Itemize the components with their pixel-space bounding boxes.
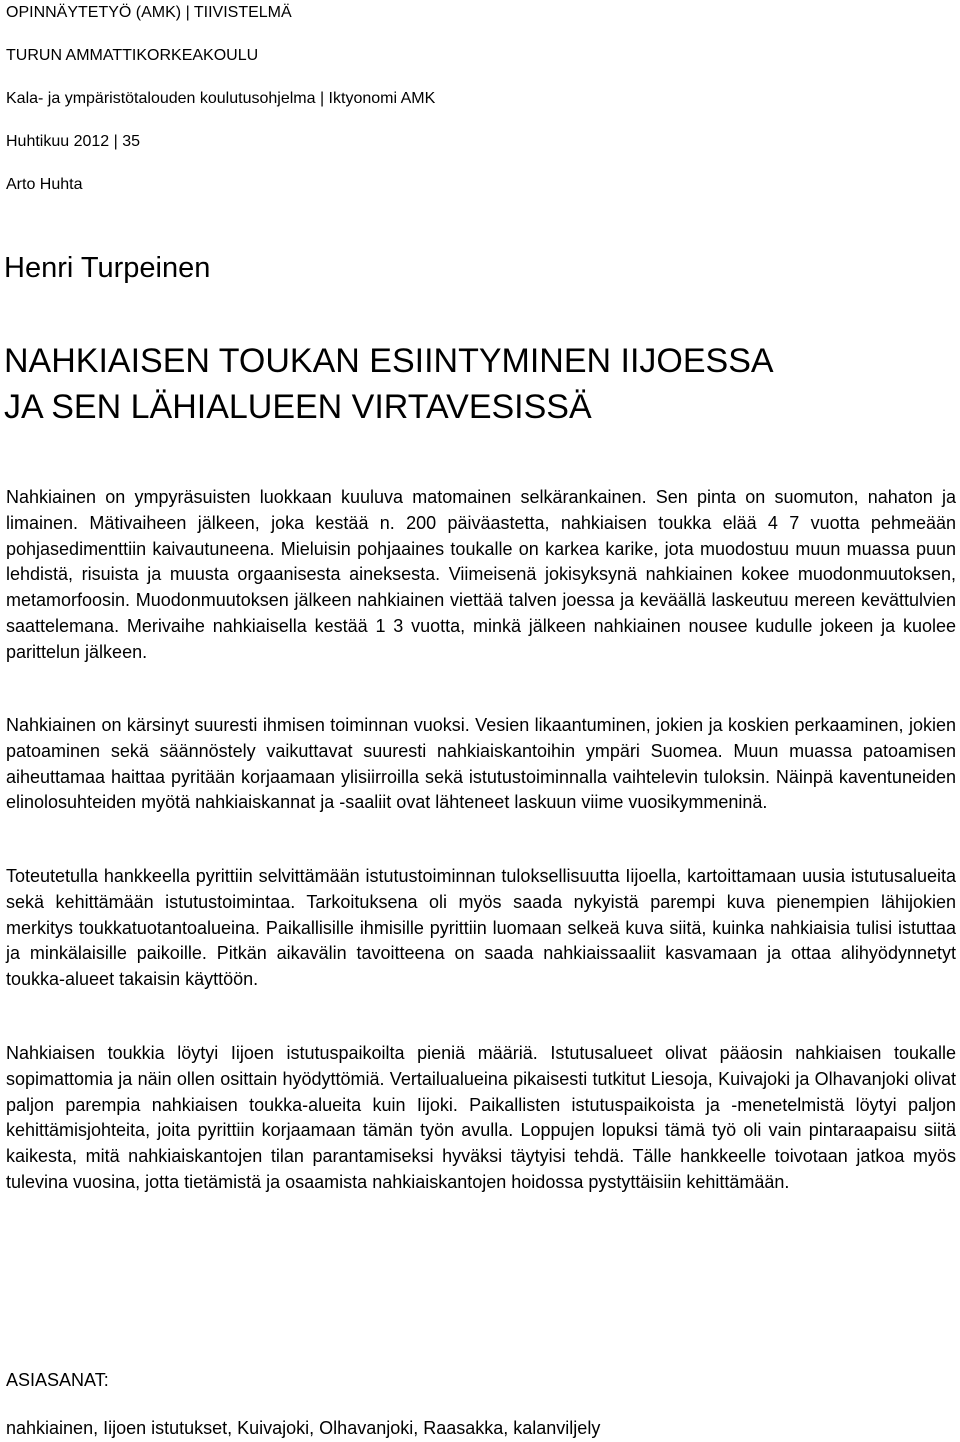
document-type-line: OPINNÄYTETYÖ (AMK) | TIIVISTELMÄ [6, 4, 292, 21]
abstract-paragraph-4: Nahkiaisen toukkia löytyi Iijoen istutuspaikoilta pieniä määriä. Istutusalueet olivat pääosin nahkiaisen toukalle sopimattomia ja näin ollen osittain hyödyttömiä. Vertailualueina pikaisesti tutkitut Liesoja, Kuivajoki ja Olhavanjoki olivat paljon parempia nahkiaisen toukka-alueita kuin Iijoki. Paikallisten istutuspaikoista ja -menetelmistä löytyi paljon kehittämisjohteita, joita pyrittiin korjaamaan tämän työn avulla. Loppujen lopuksi tämä työ oli vain pintaraapaisu siitä kaikesta, mitä nahkiaiskantojen tilan parantamiseksi hyväksi täytyisi tehdä. Tälle hankkeelle toivotaan jatkoa myös tulevina vuosina, jotta tietämistä ja osaamista nahkiaiskantojen hoidossa pystyttäisiin kehittämään. [6, 1043, 956, 1192]
keywords-heading: ASIASANAT: [6, 1370, 109, 1390]
abstract-paragraph-3: Toteutetulla hankkeella pyrittiin selvittämään istutustoiminnan tuloksellisuutta Iijoella, kartoittamaan uusia istutusalueita sekä kehittämään istutustoimintaa. Tarkoituksena oli myös saada nykyistä parempi kuva pienempien lähijokien merkitys toukkatuotantoalueina. Paikallisille ihmisille pyrittiin luomaan selkeä kuva siitä, kuinka nahkiaisia tulisi istuttaa ja minkälaisille paikoille. Pitkän aikavälin tavoitteena on saada nahkiaissaaliit kasvamaan ja ottaa alihyödynnetyt toukka-alueet takaisin käyttöön. [6, 866, 956, 990]
author-name: Henri Turpeinen [4, 252, 211, 284]
thesis-title-line-1: NAHKIAISEN TOUKAN ESIINTYMINEN IIJOESSA [4, 342, 774, 380]
thesis-title-line-2: JA SEN LÄHIALUEEN VIRTAVESISSÄ [4, 388, 592, 426]
abstract-paragraph-2: Nahkiainen on kärsinyt suuresti ihmisen toiminnan vuoksi. Vesien likaantuminen, jokien ja koskien perkaaminen, jokien patoaminen sekä säännöstely vaikuttavat suuresti nahkiaiskantoihin ympäri Suomea. Muun muassa patoamisen aiheuttamaa haittaa pyritään korjaamaan ylisiirroilla sekä istutustoiminnalla vaihtelevin tuloksin. Näinpä kaventuneiden elinolosuhteiden myötä nahkiaiskannat ja -saaliit ovat lähteneet laskuun viime vuosikymmeninä. [6, 715, 956, 813]
programme-line: Kala- ja ympäristötalouden koulutusohjelma | Iktyonomi AMK [6, 90, 436, 107]
institution-line: TURUN AMMATTIKORKEAKOULU [6, 47, 259, 64]
keywords-list: nahkiainen, Iijoen istutukset, Kuivajoki, Olhavanjoki, Raasakka, kalanviljely [6, 1418, 601, 1438]
supervisor-line: Arto Huhta [6, 176, 83, 193]
abstract-paragraph-1: Nahkiainen on ympyräsuisten luokkaan kuuluva matomainen selkärankainen. Sen pinta on suomuton, nahaton ja limainen. Mätivaiheen jälkeen, joka kestää n. 200 päiväastetta, nahkiaisen toukka elää 4 7 vuotta pehmeään pohjasedimenttiin kaivautuneena. Mieluisin pohjaaines toukalle on karkea karike, jota muodostuu muun muassa puun lehdistä, risuista ja muusta orgaanisesta aineksesta. Viimeisenä jokisyksynä nahkiainen kokee muodonmuutoksen, metamorfoosin. Muodonmuutoksen jälkeen nahkiainen viettää talven joessa ja keväällä laskeutuu mereen kevättulvien saattelemana. Merivaihe nahkiaisella kestää 1 3 vuotta, minkä jälkeen nahkiainen nousee kudulle jokeen ja kuolee parittelun jälkeen. [6, 487, 956, 662]
thesis-title [4, 338, 774, 430]
date-pages-line: Huhtikuu 2012 | 35 [6, 133, 141, 150]
